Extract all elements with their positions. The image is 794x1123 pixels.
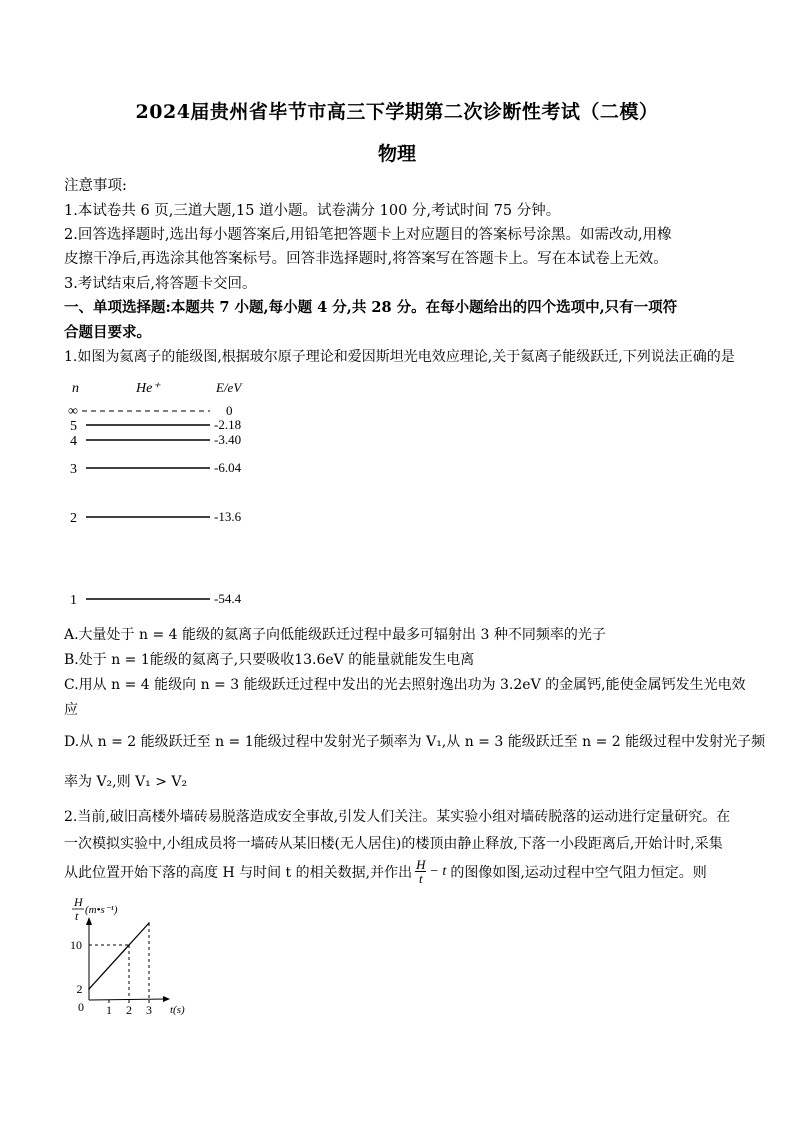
chart-series-line — [89, 923, 149, 989]
chart-point — [128, 944, 130, 946]
q1-option-d-line-1: D.从 n = 2 能级跃迁至 n = 1能级过程中发射光子频率为 V₁,从 n = 3 能级跃迁至 n = 2 能级过程中发射光子频 — [64, 734, 766, 750]
q2-fraction-tail: − t — [429, 863, 447, 879]
level-3-n: 3 — [70, 462, 77, 477]
level-1-n: 1 — [70, 593, 77, 608]
level-2-n: 2 — [70, 511, 77, 526]
chart-y-tick-label: 2 — [76, 982, 83, 996]
section-1-heading-cont: 合题目要求。 — [64, 324, 151, 341]
q2-stem-line-3-end: 的图像如图,运动过程中空气阻力恒定。则 — [450, 864, 707, 881]
note-item-2-line-1: 2.回答选择题时,选出每小题答案后,用铅笔把答题卡上对应题目的答案标号涂黑。如需改动,用橡 — [64, 227, 672, 243]
q2-stem-line-2: 一次模拟实验中,小组成员将一墙砖从某旧楼(无人居住)的楼顶由静止释放,下落一小段距离后,开始计时,采集 — [64, 836, 723, 852]
page-title: 2024届贵州省毕节市高三下学期第二次诊断性考试（二模） — [135, 101, 659, 123]
subject-title: 物理 — [377, 143, 416, 165]
chart-xlabel: t(s) — [170, 1004, 185, 1016]
q2-stem-line-1: 2.当前,破旧高楼外墙砖易脱落造成安全事故,引发人们关注。某实验小组对墙砖脱落的运动进行定量研究。在 — [64, 809, 731, 825]
level-3-energy: -6.04 — [214, 460, 242, 475]
chart-origin-label: 0 — [78, 1000, 84, 1014]
section-1-heading: 一、单项选择题:本题共 7 小题,每小题 4 分,共 28 分。在每小题给出的四个选项中,只有一项符 — [64, 299, 678, 316]
q1-option-a: A.大量处于 n = 4 能级的氦离子向低能级跃迁过程中最多可辐射出 3 种不同频率的光子 — [64, 627, 606, 643]
note-item-2-line-2: 皮擦干净后,再选涂其他答案标号。回答非选择题时,将答案写在答题卡上。写在本试卷上无效。 — [64, 251, 668, 267]
diagram-energy-header: E/eV — [216, 380, 242, 395]
chart-ylabel-num: H — [74, 895, 83, 909]
chart-y-tick-label: 10 — [70, 938, 82, 952]
chart-point — [88, 988, 90, 990]
q2-stem-line-3 — [64, 858, 707, 885]
q1-option-b: B.处于 n = 1能级的氦离子,只要吸收13.6eV 的能量就能发生电离 — [64, 652, 475, 668]
q2-chart — [60, 895, 210, 1025]
chart-x-tick-label: 1 — [106, 1003, 112, 1017]
level-4-energy: -3.40 — [214, 432, 242, 447]
q1-option-d-line-2: 率为 V₂,则 V₁ > V₂ — [64, 774, 188, 790]
chart-x-axis — [89, 999, 167, 1000]
chart-x-tick-label: 3 — [146, 1003, 152, 1017]
q2-fraction — [415, 858, 426, 885]
level-5-energy: -2.18 — [214, 417, 242, 432]
q2-stem-line-3-start: 从此位置开始下落的高度 H 与时间 t 的相关数据,并作出 — [64, 864, 413, 881]
diagram-n-header: n — [72, 381, 79, 396]
note-item-3: 3.考试结束后,将答题卡交回。 — [64, 276, 257, 292]
chart-ylabel-den: t — [75, 909, 79, 923]
chart-ylabel-unit: (m•s⁻¹) — [85, 904, 118, 916]
chart-x-tick-label: 2 — [126, 1003, 132, 1017]
level-4-n: 4 — [70, 434, 77, 449]
q1-stem: 1.如图为氦离子的能级图,根据玻尔原子理论和爱因斯坦光电效应理论,关于氦离子能级跃迁,下列说法正确的是 — [64, 349, 735, 365]
chart-y-axis-arrow — [86, 917, 92, 925]
level-inf-energy: 0 — [226, 403, 233, 418]
q2-fraction-den: t — [418, 871, 423, 886]
note-item-1: 1.本试卷共 6 页,三道大题,15 道小题。试卷满分 100 分,考试时间 75 分钟。 — [64, 203, 561, 219]
diagram-ion-header: He⁺ — [136, 381, 160, 396]
q2-fraction-num: H — [416, 857, 426, 872]
notes-heading: 注意事项: — [64, 178, 127, 194]
q1-option-c-line-1: C.用从 n = 4 能级向 n = 3 能级跃迁过程中发出的光去照射逸出功为 3.2eV 的金属钙,能使金属钙发生光电效 — [64, 677, 746, 693]
level-1-energy: -54.4 — [214, 591, 242, 606]
chart-point — [148, 922, 150, 924]
q1-option-c-line-2: 应 — [64, 702, 78, 718]
level-5-n: 5 — [70, 419, 77, 434]
level-inf-n: ∞ — [68, 404, 78, 419]
energy-level-diagram — [60, 372, 280, 612]
level-2-energy: -13.6 — [214, 509, 242, 524]
chart-x-axis-arrow — [163, 996, 170, 1002]
